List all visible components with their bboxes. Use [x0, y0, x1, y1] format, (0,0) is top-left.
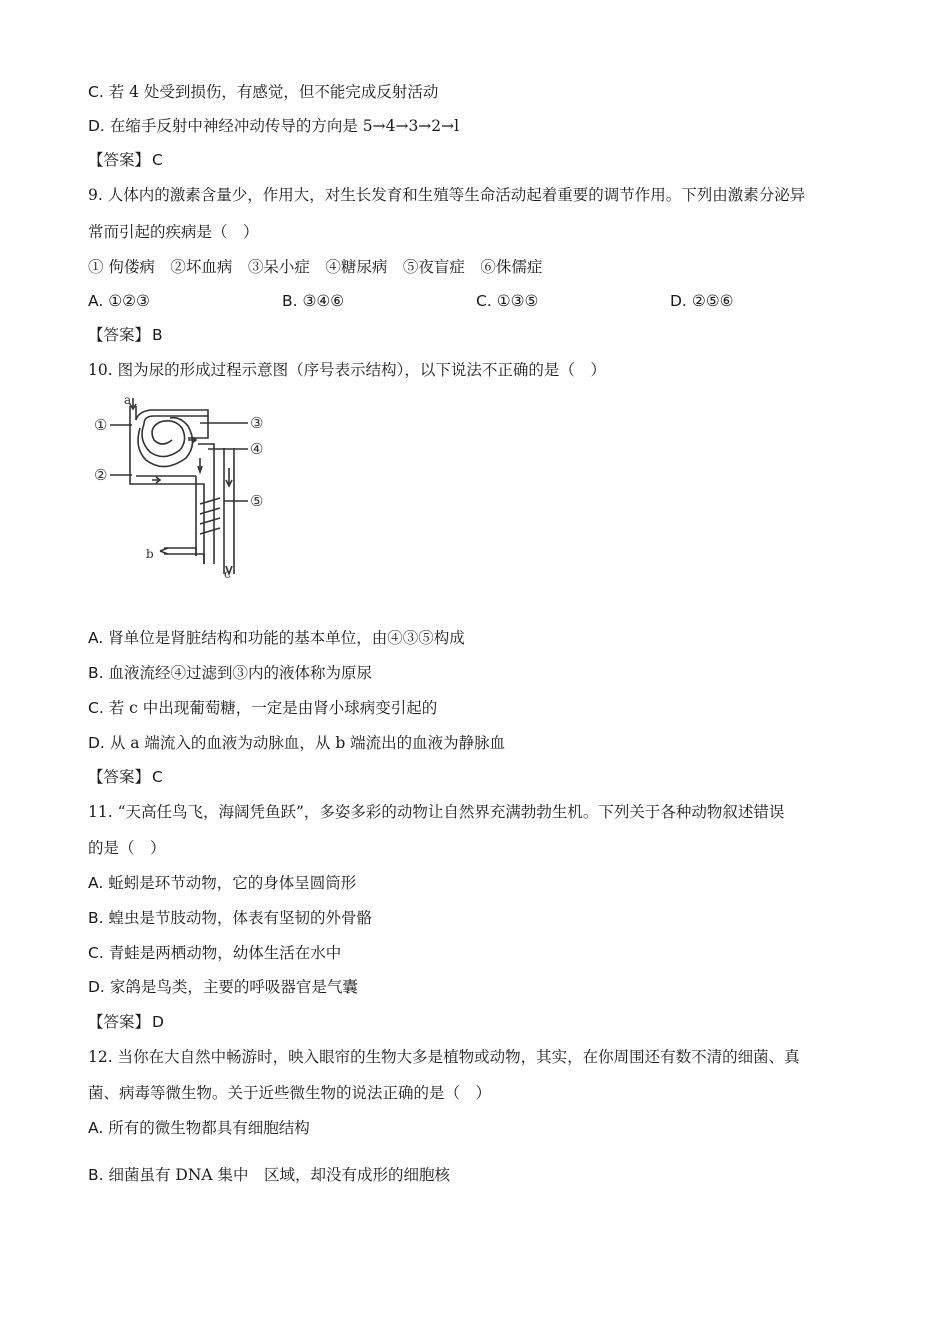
- option-text: 青蛙是两栖动物，幼体生活在水中: [108, 944, 342, 962]
- answer-label: 【答案】: [88, 151, 151, 169]
- vein-b: [164, 554, 204, 564]
- q9-choice-a: [88, 291, 150, 311]
- option-letter: A.: [88, 874, 104, 892]
- urine-formation-diagram: [88, 388, 278, 588]
- option-letter: D.: [88, 978, 105, 996]
- answer-label: 【答案】: [88, 1013, 151, 1031]
- option-letter: C.: [88, 699, 104, 717]
- option-letter: D.: [670, 292, 687, 310]
- option-letter: D.: [88, 117, 105, 135]
- q12-option-a: [88, 1118, 310, 1138]
- q11-stem-line2: 的是（ ）: [88, 839, 166, 857]
- option-text: 肾单位是肾脏结构和功能的基本单位，由④③⑤构成: [108, 629, 465, 647]
- answer-label: 【答案】: [88, 768, 151, 786]
- option-text: ①②③: [108, 292, 150, 310]
- option-text: 若 c 中出现葡萄糖，一定是由肾小球病变引起的: [108, 699, 438, 717]
- option-text: 所有的微生物都具有细胞结构: [108, 1119, 310, 1137]
- answer-value: C: [152, 151, 163, 169]
- reabsorption-arrow: [200, 528, 220, 534]
- option-letter: C.: [476, 292, 492, 310]
- flow-arrow: [160, 548, 168, 554]
- q11-stem-line1: 11. “天高任鸟飞，海阔凭鱼跃”，多姿多彩的动物让自然界充满勃勃生机。下列关于各种动物叙述错误: [88, 803, 785, 821]
- option-letter: A.: [88, 292, 104, 310]
- label-n3: ③: [250, 414, 264, 432]
- q10-answer: [88, 767, 163, 787]
- label-a: a: [124, 393, 132, 407]
- q9-choice-b: [282, 291, 344, 311]
- option-letter: B.: [88, 909, 104, 927]
- label-n2: ②: [94, 466, 108, 484]
- option-text: 蚯蚓是环节动物，它的身体呈圆筒形: [108, 874, 357, 892]
- reabsorption-arrow: [200, 508, 220, 514]
- label-c: c: [224, 567, 231, 581]
- q9-stem-line1: 9. 人体内的激素含量少，作用大，对生长发育和生殖等生命活动起着重要的调节作用。下列由激素分泌异: [88, 186, 806, 204]
- q8-option-c: [88, 82, 438, 102]
- q10-option-b: [88, 663, 372, 683]
- q9-stem-line2: 常而引起的疾病是（ ）: [88, 223, 259, 241]
- glomerulus: [142, 421, 185, 457]
- option-letter: A.: [88, 629, 104, 647]
- q11-option-d: [88, 977, 358, 997]
- flow-arrow: [152, 477, 160, 483]
- option-letter: B.: [282, 292, 298, 310]
- q10-stem: 10. 图为尿的形成过程示意图（序号表示结构），以下说法不正确的是（ ）: [88, 361, 606, 379]
- label-n4: ④: [250, 440, 264, 458]
- option-text: ①③⑤: [496, 292, 539, 310]
- option-text: 若 4 处受到损伤，有感觉，但不能完成反射活动: [108, 83, 439, 101]
- q9-choice-d: [670, 291, 734, 311]
- q10-option-c: [88, 698, 437, 718]
- option-text: 细菌虽有 DNA 集中 区域，却没有成形的细胞核: [108, 1166, 451, 1184]
- option-text: 家鸽是鸟类，主要的呼吸器官是气囊: [109, 978, 358, 996]
- label-b: b: [146, 547, 154, 561]
- answer-value: C: [152, 768, 163, 786]
- answer-value: B: [152, 326, 163, 344]
- option-letter: B.: [88, 1166, 104, 1184]
- option-text: 在缩手反射中神经冲动传导的方向是 5→4→3→2→l: [109, 117, 460, 135]
- option-text: 血液流经④过滤到③内的液体称为原尿: [108, 664, 373, 682]
- option-text: 从 a 端流入的血液为动脉血，从 b 端流出的血液为静脉血: [109, 734, 506, 752]
- q11-option-a: [88, 873, 356, 893]
- answer-value: D: [152, 1013, 164, 1031]
- option-letter: C.: [88, 944, 104, 962]
- label-n5: ⑤: [250, 492, 264, 510]
- option-letter: A.: [88, 1119, 104, 1137]
- q12-option-b: [88, 1165, 450, 1185]
- reabsorption-arrow: [200, 498, 220, 504]
- option-text: ③④⑥: [302, 292, 345, 310]
- q10-option-d: [88, 733, 505, 753]
- option-letter: B.: [88, 664, 104, 682]
- option-text: 蝗虫是节肢动物，体表有坚韧的外骨骼: [108, 909, 373, 927]
- q12-stem-line1: 12. 当你在大自然中畅游时，映入眼帘的生物大多是植物或动物，其实，在你周围还有数不清的细菌、真: [88, 1048, 800, 1066]
- option-text: ②⑤⑥: [691, 292, 734, 310]
- q11-option-b: [88, 908, 372, 928]
- q8-option-d: [88, 116, 459, 136]
- q8-answer: [88, 150, 163, 170]
- option-letter: D.: [88, 734, 105, 752]
- q9-choice-c: [476, 291, 538, 311]
- option-letter: C.: [88, 83, 104, 101]
- answer-label: 【答案】: [88, 326, 151, 344]
- tubule-outer: [130, 426, 204, 564]
- q9-items: ① 佝偻病 ②坏血病 ③呆小症 ④糖尿病 ⑤夜盲症 ⑥侏儒症: [88, 258, 543, 276]
- q11-option-c: [88, 943, 341, 963]
- q9-answer: [88, 325, 163, 345]
- q11-answer: [88, 1012, 164, 1032]
- reabsorption-arrow: [200, 518, 220, 524]
- q10-option-a: [88, 628, 465, 648]
- q12-stem-line2: 菌、病毒等微生物。关于近些微生物的说法正确的是（ ）: [88, 1084, 492, 1102]
- label-n1: ①: [94, 416, 108, 434]
